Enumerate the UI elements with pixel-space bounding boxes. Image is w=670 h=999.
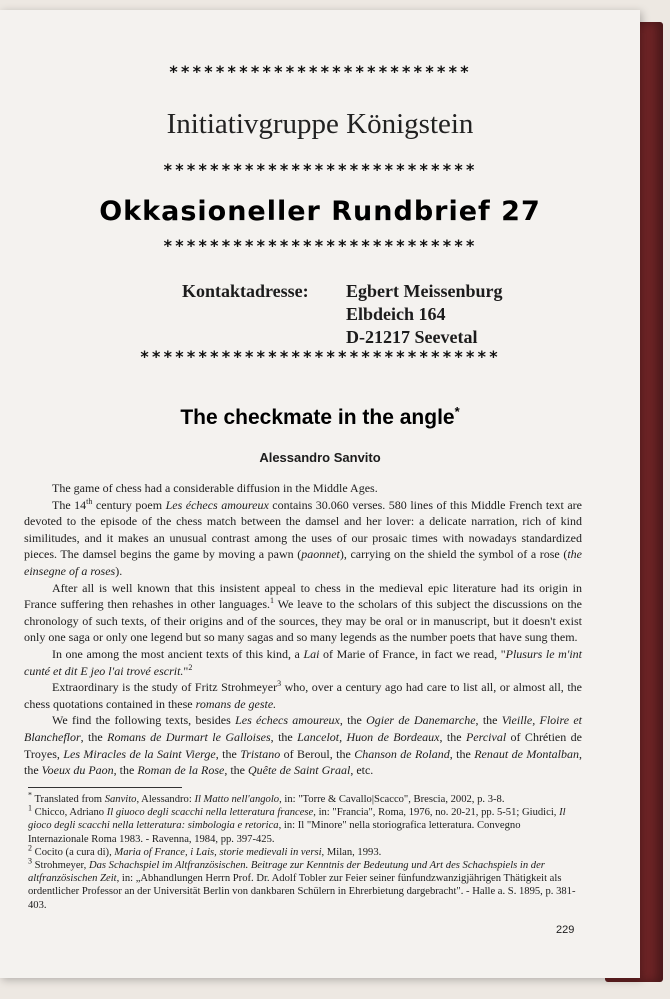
contact-label: Kontaktadresse: — [182, 281, 309, 301]
article-title-mark: * — [454, 404, 460, 419]
paragraph: The 14th century poem Les échecs amoureux contains 30.060 verses. 580 lines of this Middle French text are devoted to the episode of the chess match between the damsel and her lover: a delicate narration, rich of kind similitudes, and it makes an unusual contrast among the uses of our prosaic times with nowadays standardized pieces. The damsel begins the game by moving a pawn (paonnet), carrying on the shield the symbol of a rose (the einsegne of a roses). — [24, 496, 583, 578]
footnotes — [28, 790, 583, 912]
paragraph: The game of chess had a considerable diffusion in the Middle Ages. — [52, 481, 378, 495]
paragraph: We find the following texts, besides Les échecs amoureux, the Ogier de Danemarche, the Vieille, Floire et Blancheflor, the Romans de Durmart le Galloises, the Lancelot, Huon de Bordeaux, the Percival of Chrétien de Troyes, Les Miracles de la Saint Vierge, the Tristano of Beroul, the Chanson de Roland, the Renaut de Montalban, the Voeux du Paon, the Roman de la Rose, the Quête de Saint Graal, etc. — [24, 713, 583, 778]
footnote: $^1$ Chicco, Adriano Il giuoco degli scacchi nella letteratura francese, in: "Francia", Roma, 1976, no. 20-21, pp. 5-51; Giudici, Il gioco degli scacchi nella letteratura: simbologia e retorica, in: Il "Minore" nella storiografica letteratura. Convegno Internazionale Roma 1983. - Ravenna, 1984, pp. 397-425. — [28, 803, 566, 845]
book-page — [0, 10, 640, 978]
star-divider-4: ******************************* — [139, 347, 501, 366]
contact-street: Elbdeich 164 — [346, 304, 446, 324]
article-body — [24, 480, 582, 779]
page-number: 229 — [556, 924, 575, 936]
contact-city: D-21217 Seevetal — [346, 327, 478, 347]
footnote-divider — [28, 787, 182, 788]
paragraph: After all is well known that this insistent appeal to chess in the medieval epic literature had its origin in France suffering then rehashes in other languages.$^1$ We leave to the scholars of this subject the discussions on the chronology of such texts, of their origins and of the sources, they may be oral or in manuscript, but it doesn't exist only one saga or only one legend but so many sagas and so many legends as the number poets that have sung them. — [24, 580, 583, 645]
footnote: * Translated from Sanvito, Alessandro: Il Matto nell'angolo, in: "Torre & Cavallo|Scacco", Brescia, 2002, p. 3-8. — [28, 790, 505, 805]
star-divider-2: *************************** — [162, 160, 478, 179]
newsletter-title: Okkasioneller Rundbrief 27 — [99, 196, 541, 227]
star-divider-1: ************************** — [168, 62, 472, 81]
article-title-text: The checkmate in the angle — [180, 406, 455, 429]
star-divider-3: *************************** — [162, 236, 478, 255]
group-title: Initiativgruppe Königstein — [166, 108, 474, 140]
paragraph: Extraordinary is the study of Fritz Strohmeyer$^3$ who, over a century ago had care to list all, or almost all, the chess quotations contained in these romans de geste. — [24, 679, 582, 711]
footnote: $^3$ Strohmeyer, Das Schachspiel im Altfranzösischen. Beitrage zur Kenntnis der Bedeutung und Art des Schachspiels in der altfranzösischen Zeit, in: „Abhandlungen Herrn Prof. Dr. Adolf Tobler zur Feier seiner fünfundzwanzigjährigen Thätigkeit als ordentlicher Professor an der Universität Berlin von dankbaren Schülern in Ehrerbietung dargebracht". - Halle a. S. 1895, p. 381-403. — [28, 856, 576, 911]
paragraph: In one among the most ancient texts of this kind, a Lai of Marie of France, in fact we read, "Plusurs le m'int cunté et dit E jeo l'ai trové escrit."$^2$ — [24, 646, 582, 678]
article-title — [0, 406, 640, 430]
footnote: $^2$ Cocito (a cura di), Maria of France, i Lais, storie medievali in versi, Milan, 1993. — [28, 843, 382, 858]
contact-address — [346, 280, 503, 349]
article-author: Alessandro Sanvito — [259, 450, 381, 465]
contact-name: Egbert Meissenburg — [346, 281, 503, 301]
